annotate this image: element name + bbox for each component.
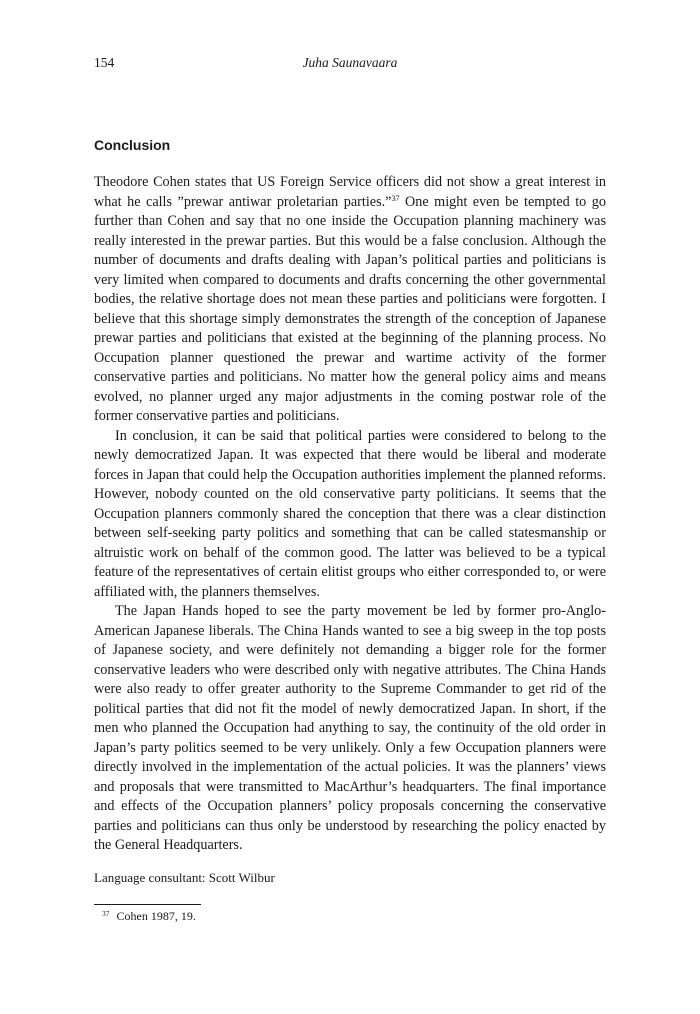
footnote-reference[interactable]: 37 <box>391 193 400 203</box>
running-title: Juha Saunavaara <box>302 55 398 70</box>
footnote-text: Cohen 1987, 19. <box>116 909 196 923</box>
language-consultant-note: Language consultant: Scott Wilbur <box>94 870 275 885</box>
footnote-number: 37 <box>102 909 110 918</box>
body-text <box>94 173 606 856</box>
page-number: 154 <box>94 55 115 70</box>
running-header <box>94 55 606 75</box>
paragraph-2: In conclusion, it can be said that political parties were considered to belong to the newly democratized Japan. It was expected that there would be liberal and moderate forces in Japan that could help the Occupation authorities implement the planned reforms. However, nobody counted on the old conservative party politicians. It seems that the Occupation planners commonly shared the conception that there was a clear distinction between self-seeking party politics and something that can be called statesmanship or altruistic work on behalf of the common good. The latter was believed to be a typical feature of the representatives of certain elitist groups who either corresponded to, or were affiliated with, the planners themselves. <box>94 427 606 600</box>
paragraph-1-text-a: Theodore Cohen states that US Foreign Service officers did not show a great interest in what he calls ”prewar antiwar proletarian parties.” <box>94 174 606 210</box>
paragraph-1-text-b: One might even be tempted to go further than Cohen and say that no one inside the Occupation planning machinery was really interested in the prewar parties. But this would be a false conclusion. Although the number of documents and drafts dealing with Japan’s political parties and politicians is very limited when compared to documents and drafts concerning the other governmental bodies, the relative shortage does not mean these parties and politicians were forgotten. I believe that this shortage simply demonstrates the strength of the conception of Japanese prewar parties and politicians that existed at the beginning of the planning process. No Occupation planner questioned the prewar and wartime activity of the former conservative parties and politicians. No matter how the general policy aims and means evolved, no planner urged any major adjustments in the coming postwar role of the former conservative parties and politicians. <box>94 193 606 424</box>
footnote-divider <box>94 904 201 905</box>
footnote <box>102 909 196 924</box>
paragraph-3: The Japan Hands hoped to see the party movement be led by former pro-Anglo-American Japanese liberals. The China Hands wanted to see a big sweep in the top posts of Japanese society, and were definitely not demanding a bigger role for the former conservative leaders who were described only with negative attributes. The China Hands were also ready to offer greater authority to the Supreme Commander to get rid of the political parties that did not fit the model of newly democratized Japan. In short, if the men who planned the Occupation had anything to say, the continuity of the old order in Japan’s party politics seemed to be very unlikely. Only a few Occupation planners were directly involved in the implementation of the actual policies. It was the planners’ views and proposals that were transmitted to MacArthur’s headquarters. The final importance and effects of the Occupation planners’ policy proposals concerning the conservative parties and politicians can thus only be understood by researching the policy enacted by the General Headquarters. <box>94 603 606 853</box>
paragraph-1 <box>94 173 606 427</box>
section-heading: Conclusion <box>94 137 171 153</box>
